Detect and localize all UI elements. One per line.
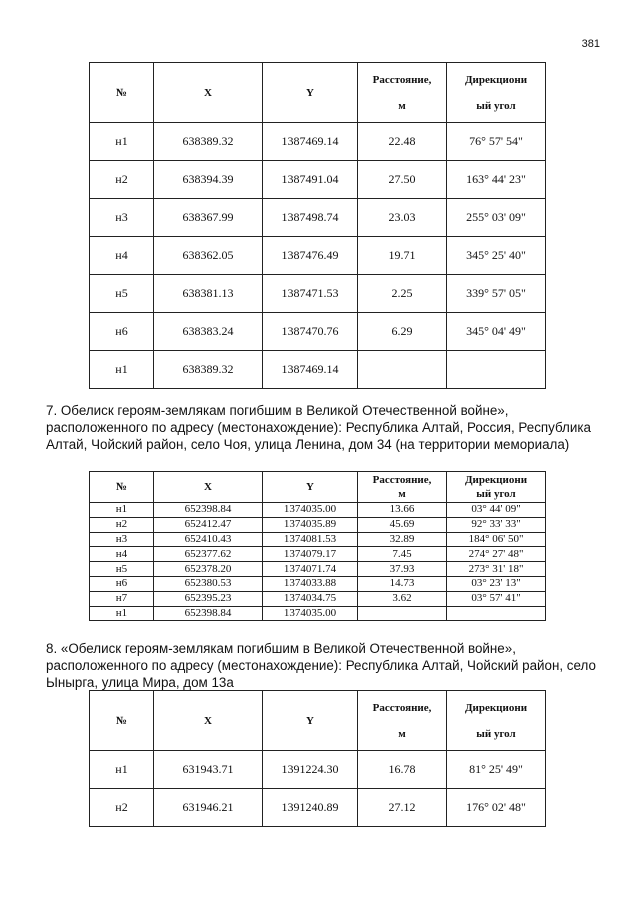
cell-point: н1 <box>90 123 154 161</box>
cell-point: н3 <box>90 199 154 237</box>
cell-distance: 22.48 <box>358 123 447 161</box>
header-num: № <box>90 63 154 123</box>
cell-x: 652412.47 <box>154 517 263 532</box>
coordinates-table-2 <box>89 471 546 621</box>
cell-x: 652398.84 <box>154 503 263 518</box>
cell-y: 1387471.53 <box>263 275 358 313</box>
table-row <box>90 237 546 275</box>
cell-angle: 345° 25' 40" <box>447 237 546 275</box>
cell-distance: 7.45 <box>358 547 447 562</box>
cell-x: 638381.13 <box>154 275 263 313</box>
cell-y: 1374081.53 <box>263 532 358 547</box>
header-distance-line1: Расстояние, <box>372 474 432 486</box>
header-distance-line1: Расстояние, <box>372 701 432 714</box>
cell-distance: 32.89 <box>358 532 447 547</box>
cell-point: н4 <box>90 237 154 275</box>
cell-point: н2 <box>90 517 154 532</box>
header-direction <box>447 691 546 751</box>
cell-angle: 184° 06' 50" <box>447 532 546 547</box>
cell-x: 638383.24 <box>154 313 263 351</box>
cell-y: 1374033.88 <box>263 576 358 591</box>
cell-distance: 45.69 <box>358 517 447 532</box>
table-header-row <box>90 691 546 751</box>
cell-point: н2 <box>90 161 154 199</box>
table-row <box>90 123 546 161</box>
cell-angle: 03° 57' 41" <box>447 591 546 606</box>
table-row <box>90 351 546 389</box>
cell-point: н5 <box>90 562 154 577</box>
table-header-row <box>90 63 546 123</box>
cell-angle: 274° 27' 48" <box>447 547 546 562</box>
table-row <box>90 161 546 199</box>
header-direction <box>447 63 546 123</box>
table-row <box>90 532 546 547</box>
header-distance <box>358 691 447 751</box>
cell-x: 638362.05 <box>154 237 263 275</box>
cell-distance: 19.71 <box>358 237 447 275</box>
cell-angle: 176° 02' 48" <box>447 789 546 827</box>
table-row <box>90 606 546 621</box>
header-distance <box>358 472 447 503</box>
header-y: Y <box>263 63 358 123</box>
cell-y: 1387469.14 <box>263 123 358 161</box>
header-x: X <box>154 472 263 503</box>
table-row <box>90 199 546 237</box>
cell-angle <box>447 606 546 621</box>
cell-distance <box>358 606 447 621</box>
header-y: Y <box>263 472 358 503</box>
section-8-caption: 8. «Обелиск героям-землякам погибшим в Великой Отечественной войне», расположенного по адресу (местонахождение): Республика Алтай, Чойский район, село Ынырга, улица Мира, дом 13а <box>46 641 596 690</box>
cell-x: 638394.39 <box>154 161 263 199</box>
cell-point: н3 <box>90 532 154 547</box>
cell-point: н1 <box>90 351 154 389</box>
header-distance-line2: м <box>398 488 406 500</box>
cell-distance: 2.25 <box>358 275 447 313</box>
table-row <box>90 789 546 827</box>
cell-y: 1374035.00 <box>263 503 358 518</box>
cell-angle: 03° 44' 09" <box>447 503 546 518</box>
table-row <box>90 591 546 606</box>
cell-x: 638367.99 <box>154 199 263 237</box>
cell-distance: 14.73 <box>358 576 447 591</box>
header-distance-line2: м <box>398 727 406 740</box>
cell-distance: 13.66 <box>358 503 447 518</box>
cell-angle: 03° 23' 13" <box>447 576 546 591</box>
page-number: 381 <box>581 38 600 50</box>
cell-distance: 27.50 <box>358 161 447 199</box>
cell-y: 1374079.17 <box>263 547 358 562</box>
header-direction-line2: ый угол <box>476 488 516 500</box>
cell-x: 638389.32 <box>154 351 263 389</box>
cell-x: 638389.32 <box>154 123 263 161</box>
cell-point: н6 <box>90 576 154 591</box>
cell-distance <box>358 351 447 389</box>
table-row <box>90 275 546 313</box>
cell-angle: 273° 31' 18" <box>447 562 546 577</box>
cell-x: 652410.43 <box>154 532 263 547</box>
header-distance-line2: м <box>398 99 406 112</box>
header-direction-line1: Дирекциони <box>464 474 528 486</box>
coordinates-table-1 <box>89 62 546 389</box>
cell-distance: 16.78 <box>358 751 447 789</box>
table-row <box>90 751 546 789</box>
cell-y: 1387491.04 <box>263 161 358 199</box>
header-num: № <box>90 691 154 751</box>
header-x: X <box>154 63 263 123</box>
cell-x: 631943.71 <box>154 751 263 789</box>
cell-angle: 255° 03' 09" <box>447 199 546 237</box>
table-row <box>90 313 546 351</box>
table-header-row <box>90 472 546 503</box>
cell-point: н7 <box>90 591 154 606</box>
cell-distance: 3.62 <box>358 591 447 606</box>
header-distance-line1: Расстояние, <box>372 73 432 86</box>
cell-x: 652377.62 <box>154 547 263 562</box>
cell-distance: 27.12 <box>358 789 447 827</box>
cell-distance: 6.29 <box>358 313 447 351</box>
cell-point: н6 <box>90 313 154 351</box>
section-7-caption: 7. Обелиск героям-землякам погибшим в Великой Отечественной войне», расположенного по адресу (местонахождение): Республика Алтай, Россия, Республика Алтай, Чойский район, село Чоя, улица Ленина, дом 34 (на территории мемориала) <box>46 403 591 452</box>
cell-y: 1387498.74 <box>263 199 358 237</box>
cell-point: н5 <box>90 275 154 313</box>
cell-distance: 37.93 <box>358 562 447 577</box>
header-direction-line2: ый угол <box>476 727 516 740</box>
cell-y: 1374035.89 <box>263 517 358 532</box>
cell-x: 652395.23 <box>154 591 263 606</box>
table-row <box>90 547 546 562</box>
header-x: X <box>154 691 263 751</box>
cell-x: 631946.21 <box>154 789 263 827</box>
cell-x: 652380.53 <box>154 576 263 591</box>
header-distance <box>358 63 447 123</box>
cell-point: н4 <box>90 547 154 562</box>
cell-y: 1387470.76 <box>263 313 358 351</box>
header-direction <box>447 472 546 503</box>
table-row <box>90 517 546 532</box>
cell-y: 1391240.89 <box>263 789 358 827</box>
cell-y: 1374035.00 <box>263 606 358 621</box>
cell-angle: 76° 57' 54" <box>447 123 546 161</box>
header-direction-line2: ый угол <box>476 99 516 112</box>
header-direction-line1: Дирекциони <box>464 73 528 86</box>
header-num: № <box>90 472 154 503</box>
cell-angle: 339° 57' 05" <box>447 275 546 313</box>
cell-y: 1387469.14 <box>263 351 358 389</box>
cell-point: н1 <box>90 503 154 518</box>
cell-y: 1374034.75 <box>263 591 358 606</box>
cell-y: 1374071.74 <box>263 562 358 577</box>
cell-y: 1387476.49 <box>263 237 358 275</box>
header-direction-line1: Дирекциони <box>464 701 528 714</box>
table-row <box>90 576 546 591</box>
cell-x: 652378.20 <box>154 562 263 577</box>
cell-y: 1391224.30 <box>263 751 358 789</box>
header-y: Y <box>263 691 358 751</box>
cell-angle <box>447 351 546 389</box>
cell-point: н2 <box>90 789 154 827</box>
cell-angle: 345° 04' 49" <box>447 313 546 351</box>
cell-angle: 163° 44' 23" <box>447 161 546 199</box>
cell-angle: 81° 25' 49" <box>447 751 546 789</box>
cell-x: 652398.84 <box>154 606 263 621</box>
cell-angle: 92° 33' 33" <box>447 517 546 532</box>
table-row <box>90 562 546 577</box>
cell-point: н1 <box>90 606 154 621</box>
cell-point: н1 <box>90 751 154 789</box>
cell-distance: 23.03 <box>358 199 447 237</box>
table-row <box>90 503 546 518</box>
coordinates-table-3 <box>89 690 546 827</box>
